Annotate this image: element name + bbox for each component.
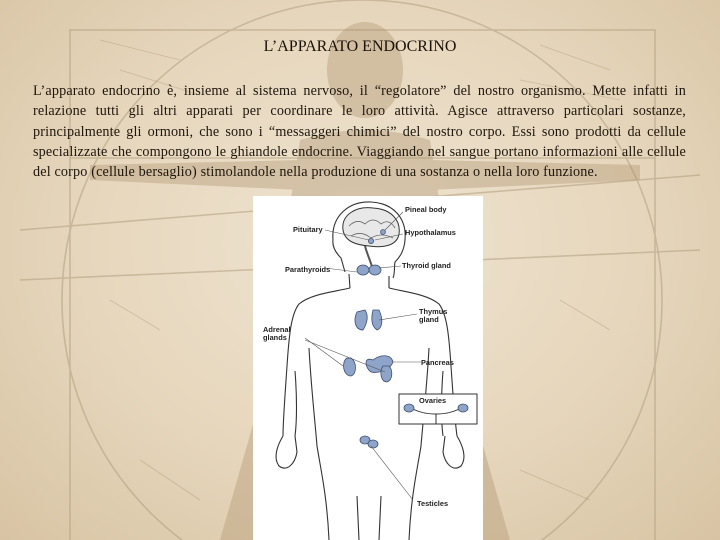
testicles-leader <box>371 446 413 500</box>
label-thymus-gland: gland <box>419 315 439 324</box>
label-testicles: Testicles <box>417 499 449 508</box>
label-pineal-body: Pineal body <box>405 205 447 214</box>
label-thymus: Thymus <box>419 307 448 316</box>
thyroid-left-lobe <box>357 265 369 275</box>
intro-paragraph: L’apparato endocrino è, insieme al sistema nervoso, il “regolatore” del nostro organismo. Mette infatti in relazione tutti gli altri apparati per coordinare le loro attività. Agisce attraverso particolari sostanze, principalmente gli ormoni, che sono i “messaggeri chimici” del nostro corpo. Essi sono prodotti da cellule specializzate che compongono le ghiandole endocrine. Viaggiando nel sangue portano informazioni alle cellule del corpo (cellule bersaglio) stimolandole nella produzione di una sostanza o nella loro funzione. <box>33 83 686 181</box>
thymus-leader <box>379 314 417 320</box>
leg-inner-outline <box>357 496 381 540</box>
label-adrenal: Adrenal <box>263 325 291 334</box>
thyroid-right-lobe <box>369 265 381 275</box>
label-thyroid-gland: Thyroid gland <box>402 261 451 270</box>
label-parathyroids: Parathyroids <box>285 265 331 274</box>
neck-outline <box>349 274 389 288</box>
adrenal-left <box>344 358 356 376</box>
pineal-gland <box>381 230 386 235</box>
left-arm-outline <box>283 288 350 436</box>
pituitary-gland <box>368 238 373 243</box>
label-adrenal-glands: glands <box>263 333 287 342</box>
face-outline <box>333 240 345 272</box>
label-hypothalamus: Hypothalamus <box>405 228 456 237</box>
testicle-right <box>368 440 378 448</box>
adrenal-right <box>381 366 392 382</box>
right-hand <box>443 436 464 468</box>
label-pancreas: Pancreas <box>421 358 454 367</box>
thymus-gland <box>355 310 382 330</box>
left-side-outline <box>309 348 329 540</box>
slide-title: L’APPARATO ENDOCRINO <box>263 38 457 55</box>
label-ovaries: Ovaries <box>419 396 447 405</box>
body-outline-drawing <box>253 196 483 540</box>
thyroid-leader <box>379 266 401 268</box>
left-hand <box>276 436 297 468</box>
label-pituitary: Pituitary <box>293 225 323 234</box>
right-side-outline <box>409 348 429 540</box>
endocrine-diagram <box>253 196 483 540</box>
